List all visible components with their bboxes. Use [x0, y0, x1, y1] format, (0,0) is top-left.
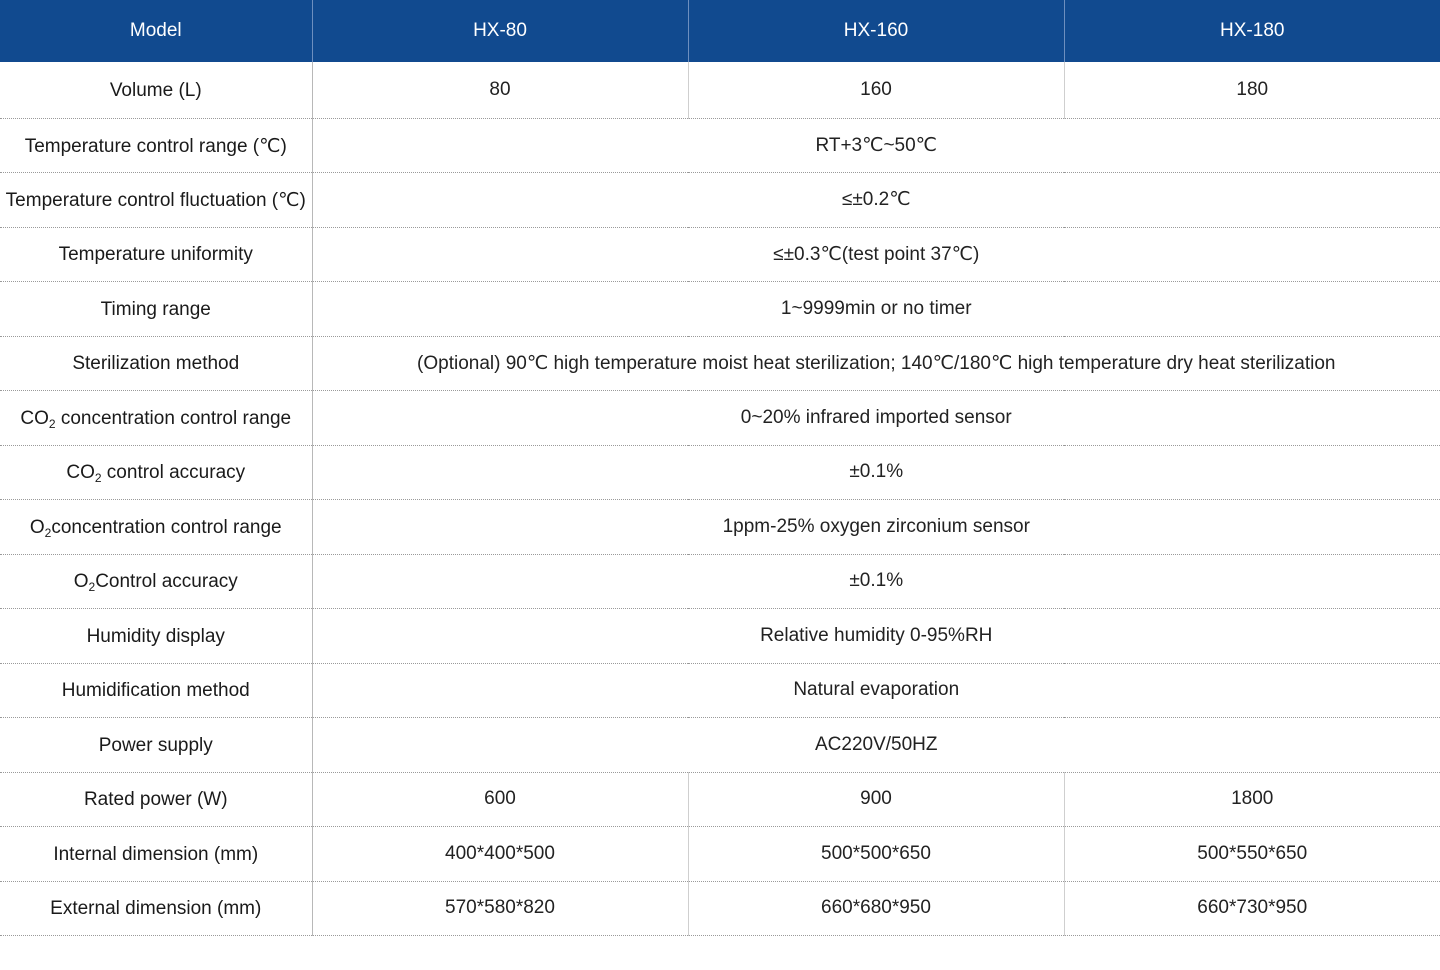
cell-value: 400*400*500: [312, 827, 688, 882]
cell-value: 660*730*950: [1064, 881, 1440, 936]
table-row-o2-accuracy: [0, 554, 1440, 609]
model-header: Model: [0, 0, 312, 62]
cell-value: (Optional) 90℃ high temperature moist heat sterilization; 140℃/180℃ high temperature dry heat sterilization: [312, 336, 1440, 391]
cell-value: 900: [688, 772, 1064, 827]
label-part: Control accuracy: [95, 571, 238, 593]
table-row-internal-dimension: [0, 827, 1440, 882]
row-label: [0, 391, 312, 446]
cell-value: AC220V/50HZ: [312, 718, 1440, 773]
table-row-humidification: [0, 663, 1440, 718]
table-row-humidity-display: [0, 609, 1440, 664]
subscript: 2: [88, 580, 96, 595]
row-label: Rated power (W): [0, 772, 312, 827]
cell-value: 500*550*650: [1064, 827, 1440, 882]
subscript: 2: [48, 416, 56, 431]
table-row-co2-range: [0, 391, 1440, 446]
row-label: Timing range: [0, 282, 312, 337]
cell-value: 0~20% infrared imported sensor: [312, 391, 1440, 446]
table-header: [0, 0, 1440, 62]
row-label: Humidification method: [0, 663, 312, 718]
cell-value: 160: [688, 62, 1064, 118]
cell-value: ±0.1%: [312, 554, 1440, 609]
model-hx-180-header: HX-180: [1064, 0, 1440, 62]
table-row-temperature-fluctuation: [0, 173, 1440, 228]
cell-value: 600: [312, 772, 688, 827]
row-label: Temperature control range (℃): [0, 118, 312, 173]
subscript: 2: [94, 471, 102, 486]
cell-value: ±0.1%: [312, 445, 1440, 500]
row-label: Temperature uniformity: [0, 227, 312, 282]
row-label: Volume (L): [0, 62, 312, 118]
cell-value: RT+3℃~50℃: [312, 118, 1440, 173]
cell-value: Relative humidity 0-95%RH: [312, 609, 1440, 664]
cell-value: 570*580*820: [312, 881, 688, 936]
cell-value: 1800: [1064, 772, 1440, 827]
table-row-external-dimension: [0, 881, 1440, 936]
table-row-co2-accuracy: [0, 445, 1440, 500]
label-part: O: [73, 571, 89, 593]
cell-value: ≤±0.3℃(test point 37℃): [312, 227, 1440, 282]
label-part: CO: [66, 462, 95, 484]
cell-value: 500*500*650: [688, 827, 1064, 882]
row-label: Sterilization method: [0, 336, 312, 391]
bottom-spacer: [0, 936, 1440, 970]
cell-value: 1~9999min or no timer: [312, 282, 1440, 337]
cell-value: 80: [312, 62, 688, 118]
table-row-timing-range: [0, 282, 1440, 337]
label-part: concentration control range: [51, 516, 282, 538]
cell-value: ≤±0.2℃: [312, 173, 1440, 228]
table-row-temperature-range: [0, 118, 1440, 173]
row-label: [0, 445, 312, 500]
model-hx-80-header: HX-80: [312, 0, 688, 62]
row-label: [0, 500, 312, 555]
row-label: [0, 554, 312, 609]
cell-value: 1ppm-25% oxygen zirconium sensor: [312, 500, 1440, 555]
table-body: [0, 62, 1440, 936]
label-part: control accuracy: [101, 462, 246, 484]
subscript: 2: [44, 525, 52, 540]
model-hx-160-header: HX-160: [688, 0, 1064, 62]
label-part: O: [29, 516, 45, 538]
row-label: Power supply: [0, 718, 312, 773]
cell-value: 660*680*950: [688, 881, 1064, 936]
table-row-power-supply: [0, 718, 1440, 773]
row-label: Temperature control fluctuation (℃): [0, 173, 312, 228]
row-label: Internal dimension (mm): [0, 827, 312, 882]
table-row-sterilization: [0, 336, 1440, 391]
label-part: concentration control range: [55, 407, 292, 429]
row-label: Humidity display: [0, 609, 312, 664]
table-row-rated-power: [0, 772, 1440, 827]
table-row-volume: [0, 62, 1440, 118]
cell-value: 180: [1064, 62, 1440, 118]
row-label: External dimension (mm): [0, 881, 312, 936]
label-part: CO: [20, 407, 49, 429]
table-row-o2-range: [0, 500, 1440, 555]
header-row: [0, 0, 1440, 62]
cell-value: Natural evaporation: [312, 663, 1440, 718]
table-row-temperature-uniformity: [0, 227, 1440, 282]
